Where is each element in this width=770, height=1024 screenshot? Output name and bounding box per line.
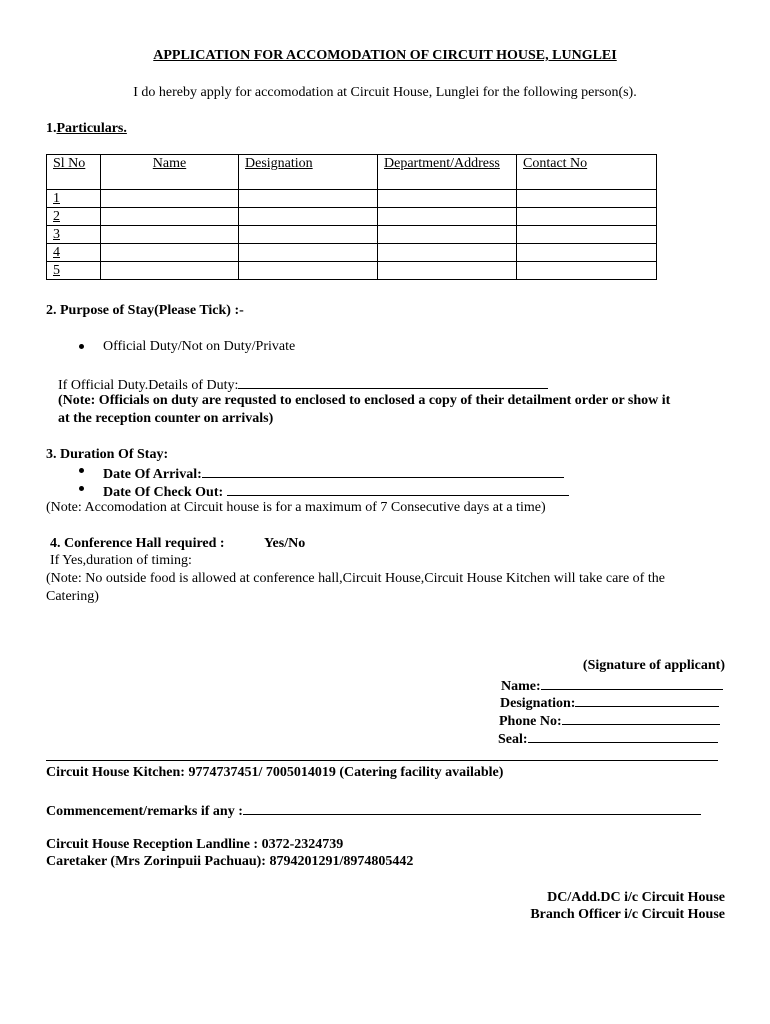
footer-line-2: Branch Officer i/c Circuit House: [530, 907, 725, 922]
designation-cell[interactable]: [239, 190, 378, 208]
purpose-note: (Note: Officials on duty are requsted to enclosed to enclosed a copy of their detailment order or show it: [58, 393, 671, 408]
divider: [46, 760, 718, 761]
applicant-phone-label: Phone No:: [499, 714, 562, 729]
designation-cell[interactable]: [239, 226, 378, 244]
contact-cell[interactable]: [517, 208, 657, 226]
form-title: APPLICATION FOR ACCOMODATION OF CIRCUIT HOUSE, LUNGLEI: [153, 48, 617, 63]
name-cell[interactable]: [101, 226, 239, 244]
col-header-designation: Designation: [239, 155, 378, 190]
bullet-icon: [79, 468, 84, 473]
applicant-seal-input[interactable]: [528, 728, 718, 743]
applicant-seal-label: Seal:: [498, 732, 528, 747]
applicant-designation-input[interactable]: [575, 692, 719, 707]
designation-cell[interactable]: [239, 262, 378, 280]
applicant-name-input[interactable]: [541, 675, 723, 690]
table-row: [47, 244, 657, 262]
department-cell[interactable]: [378, 208, 517, 226]
conference-heading: 4. Conference Hall required :: [50, 536, 225, 551]
name-cell[interactable]: [101, 190, 239, 208]
name-cell[interactable]: [101, 244, 239, 262]
row-number: 1: [47, 190, 101, 208]
col-header-name: Name: [101, 155, 239, 190]
applicant-seal-field: [498, 728, 718, 749]
bullet-icon: [79, 486, 84, 491]
duration-note: (Note: Accomodation at Circuit house is for a maximum of 7 Consecutive days at a time): [46, 500, 546, 515]
department-cell[interactable]: [378, 244, 517, 262]
department-cell[interactable]: [378, 226, 517, 244]
particulars-table: [46, 154, 657, 280]
remarks-field: [46, 800, 701, 821]
designation-cell[interactable]: [239, 208, 378, 226]
footer-line-1: DC/Add.DC i/c Circuit House: [547, 890, 725, 905]
col-header-contact: Contact No: [517, 155, 657, 190]
row-number: 5: [47, 262, 101, 280]
designation-cell[interactable]: [239, 244, 378, 262]
row-number: 3: [47, 226, 101, 244]
remarks-input[interactable]: [243, 800, 701, 815]
conference-timing: If Yes,duration of timing:: [50, 553, 192, 568]
table-row: [47, 208, 657, 226]
col-header-slno: Sl No: [47, 155, 101, 190]
intro-text: I do hereby apply for accomodation at Circuit House, Lunglei for the following person(s).: [133, 85, 637, 100]
applicant-name-label: Name:: [501, 679, 541, 694]
arrival-input[interactable]: [202, 463, 564, 478]
col-header-department: Department/Address: [378, 155, 517, 190]
applicant-designation-label: Designation:: [500, 696, 576, 711]
name-cell[interactable]: [101, 208, 239, 226]
table-row: [47, 190, 657, 208]
arrival-label: Date Of Arrival:: [103, 467, 202, 482]
conference-note: (Note: No outside food is allowed at conference hall,Circuit House,Circuit House Kitchen will take care of the: [46, 571, 665, 586]
remarks-label: Commencement/remarks if any :: [46, 804, 243, 819]
purpose-option[interactable]: Official Duty/Not on Duty/Private: [103, 339, 296, 354]
purpose-heading: 2. Purpose of Stay(Please Tick) :-: [46, 303, 244, 318]
applicant-phone-input[interactable]: [562, 710, 720, 725]
duty-details-label: If Official Duty.Details of Duty:: [58, 378, 239, 393]
contact-cell[interactable]: [517, 262, 657, 280]
conference-yesno[interactable]: Yes/No: [264, 536, 306, 551]
row-number: 4: [47, 244, 101, 262]
duration-heading: 3. Duration Of Stay:: [46, 447, 169, 462]
particulars-heading: [46, 120, 127, 138]
signature-label: (Signature of applicant): [582, 658, 725, 673]
particulars-label: Particulars.: [56, 121, 127, 136]
contact-cell[interactable]: [517, 190, 657, 208]
table-header-row: [47, 155, 657, 190]
name-cell[interactable]: [101, 262, 239, 280]
checkout-input[interactable]: [227, 481, 569, 496]
purpose-note-cont: at the reception counter on arrivals): [58, 411, 274, 426]
kitchen-contact: Circuit House Kitchen: 9774737451/ 7005014019 (Catering facility available): [46, 765, 504, 780]
bullet-icon: [79, 344, 84, 349]
conference-note-cont: Catering): [46, 589, 99, 604]
row-number: 2: [47, 208, 101, 226]
contact-cell[interactable]: [517, 226, 657, 244]
department-cell[interactable]: [378, 190, 517, 208]
caretaker-contact: Caretaker (Mrs Zorinpuii Pachuau): 8794201291/8974805442: [46, 854, 414, 869]
particulars-number: 1.: [46, 121, 57, 136]
contact-cell[interactable]: [517, 244, 657, 262]
reception-contact: Circuit House Reception Landline : 0372-2324739: [46, 837, 344, 852]
table-row: [47, 226, 657, 244]
checkout-label: Date Of Check Out:: [103, 485, 224, 500]
table-row: [47, 262, 657, 280]
department-cell[interactable]: [378, 262, 517, 280]
duty-details-input[interactable]: [238, 374, 548, 389]
